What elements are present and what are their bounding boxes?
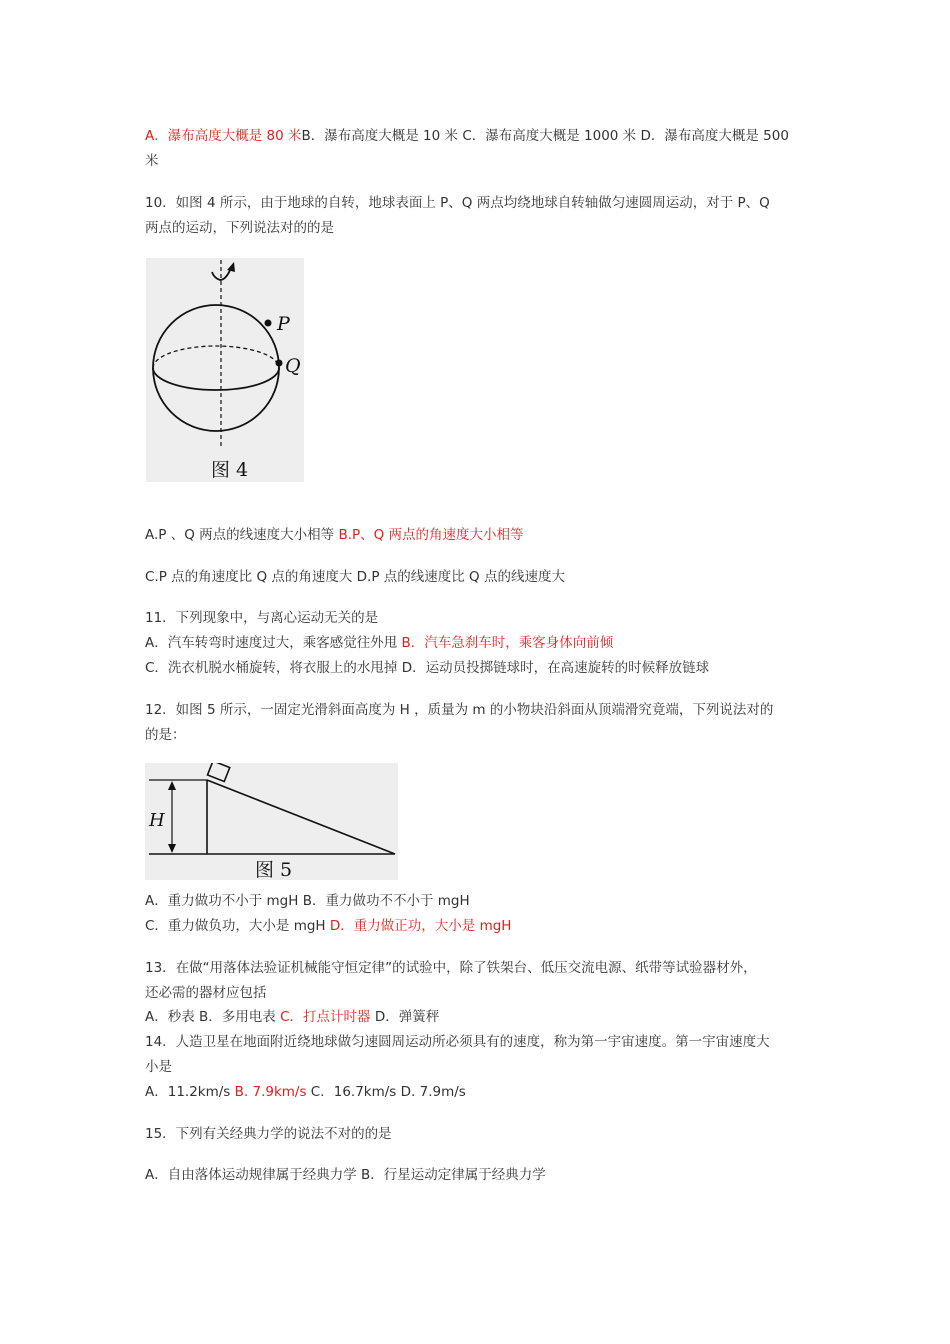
q9-options-rest: B．瀑布高度大概是 10 米 C．瀑布高度大概是 1000 米 D．瀑布高度大概是 500 <box>301 128 789 144</box>
q11-options-ab <box>145 633 613 653</box>
label-p: P <box>277 313 290 335</box>
q12-stem-line2: 的是： <box>145 727 186 743</box>
q14-option-b-answer: B. 7.9km/s <box>234 1084 307 1100</box>
q12-stem-line1: 12．如图 5 所示，一固定光滑斜面高度为 H ，质量为 m 的小物块沿斜面从顶端滑究竟端，下列说法对的 <box>145 702 774 718</box>
q10-options-ab <box>145 525 524 545</box>
q15-options-ab: A．自由落体运动规律属于经典力学 B．行星运动定律属于经典力学 <box>145 1167 546 1183</box>
figure-5-incline <box>145 763 398 880</box>
q10-option-a: A.P 、Q 两点的线速度大小相等 <box>145 527 339 543</box>
q14-stem-line1: 14．人造卫星在地面附近绕地球做匀速圆周运动所必须具有的速度，称为第一宇宙速度。第一宇宙速度大 <box>145 1034 770 1050</box>
q12-options-ab: A．重力做功不小于 mgH B．重力做功不不小于 mgH <box>145 893 470 909</box>
incline-slope <box>207 780 395 854</box>
q14-option-a: A．11.2km/s <box>145 1084 235 1100</box>
q14-options-cd: C．16.7km/s D. 7.9m/s <box>306 1084 466 1100</box>
q10-option-b-answer: B.P、Q 两点的角速度大小相等 <box>338 527 524 543</box>
q9-options <box>145 126 789 146</box>
q14-stem-line2: 小是 <box>145 1059 172 1075</box>
height-arrow-top-icon <box>168 781 176 790</box>
q12-option-c: C．重力做负功，大小是 mgH <box>145 918 330 934</box>
q10-options-cd: C.P 点的角速度比 Q 点的角速度大 D.P 点的线速度比 Q 点的线速度大 <box>145 569 565 585</box>
figure-5-caption: 图 5 <box>255 859 293 880</box>
incline-diagram <box>145 763 398 880</box>
figure-4-earth-rotation <box>146 258 304 482</box>
q13-option-c-answer: C．打点计时器 <box>280 1009 371 1025</box>
q11-stem: 11．下列现象中，与离心运动无关的是 <box>145 610 379 626</box>
earth-diagram <box>146 258 304 482</box>
q13-options <box>145 1007 439 1027</box>
q10-stem-line1: 10．如图 4 所示，由于地球的自转，地球表面上 P、Q 两点均绕地球自转轴做匀速圆周运动，对于 P、Q <box>145 195 770 211</box>
q9-options-cont: 米 <box>145 153 159 169</box>
figure-4-caption: 图 4 <box>211 459 249 481</box>
point-p <box>265 320 272 327</box>
q13-option-d: D．弹簧秤 <box>370 1009 440 1025</box>
globe-outline <box>153 305 279 431</box>
label-h: H <box>149 810 165 831</box>
q13-stem-line2: 还必需的器材应包括 <box>145 985 267 1001</box>
equator-front <box>153 368 279 390</box>
block <box>207 763 229 782</box>
q10-stem-line2: 两点的运动，下列说法对的的是 <box>145 220 334 236</box>
rotation-arrowhead-icon <box>227 262 235 272</box>
q15-stem: 15．下列有关经典力学的说法不对的的是 <box>145 1126 392 1142</box>
q11-option-a: A．汽车转弯时速度过大，乘客感觉往外甩 <box>145 635 402 651</box>
q13-options-ab: A．秒表 B．多用电表 <box>145 1009 281 1025</box>
q9-option-a-answer: A．瀑布高度大概是 80 米 <box>145 128 302 144</box>
height-arrow-bottom-icon <box>168 844 176 853</box>
q13-stem-line1: 13．在做“用落体法验证机械能守恒定律”的试验中，除了铁架台、低压交流电源、纸带等试验器材外， <box>145 960 757 976</box>
q11-option-b-answer: B．汽车急刹车时，乘客身体向前倾 <box>401 635 614 651</box>
q14-options <box>145 1082 466 1102</box>
equator-back <box>153 346 279 368</box>
q12-options-cd <box>145 916 511 936</box>
point-q <box>276 360 283 367</box>
q11-options-cd: C．洗衣机脱水桶旋转，将衣服上的水甩掉 D．运动员投掷链球时，在高速旋转的时候释放链球 <box>145 660 710 676</box>
label-q: Q <box>285 355 301 377</box>
q12-option-d-answer: D．重力做正功，大小是 mgH <box>329 918 512 934</box>
